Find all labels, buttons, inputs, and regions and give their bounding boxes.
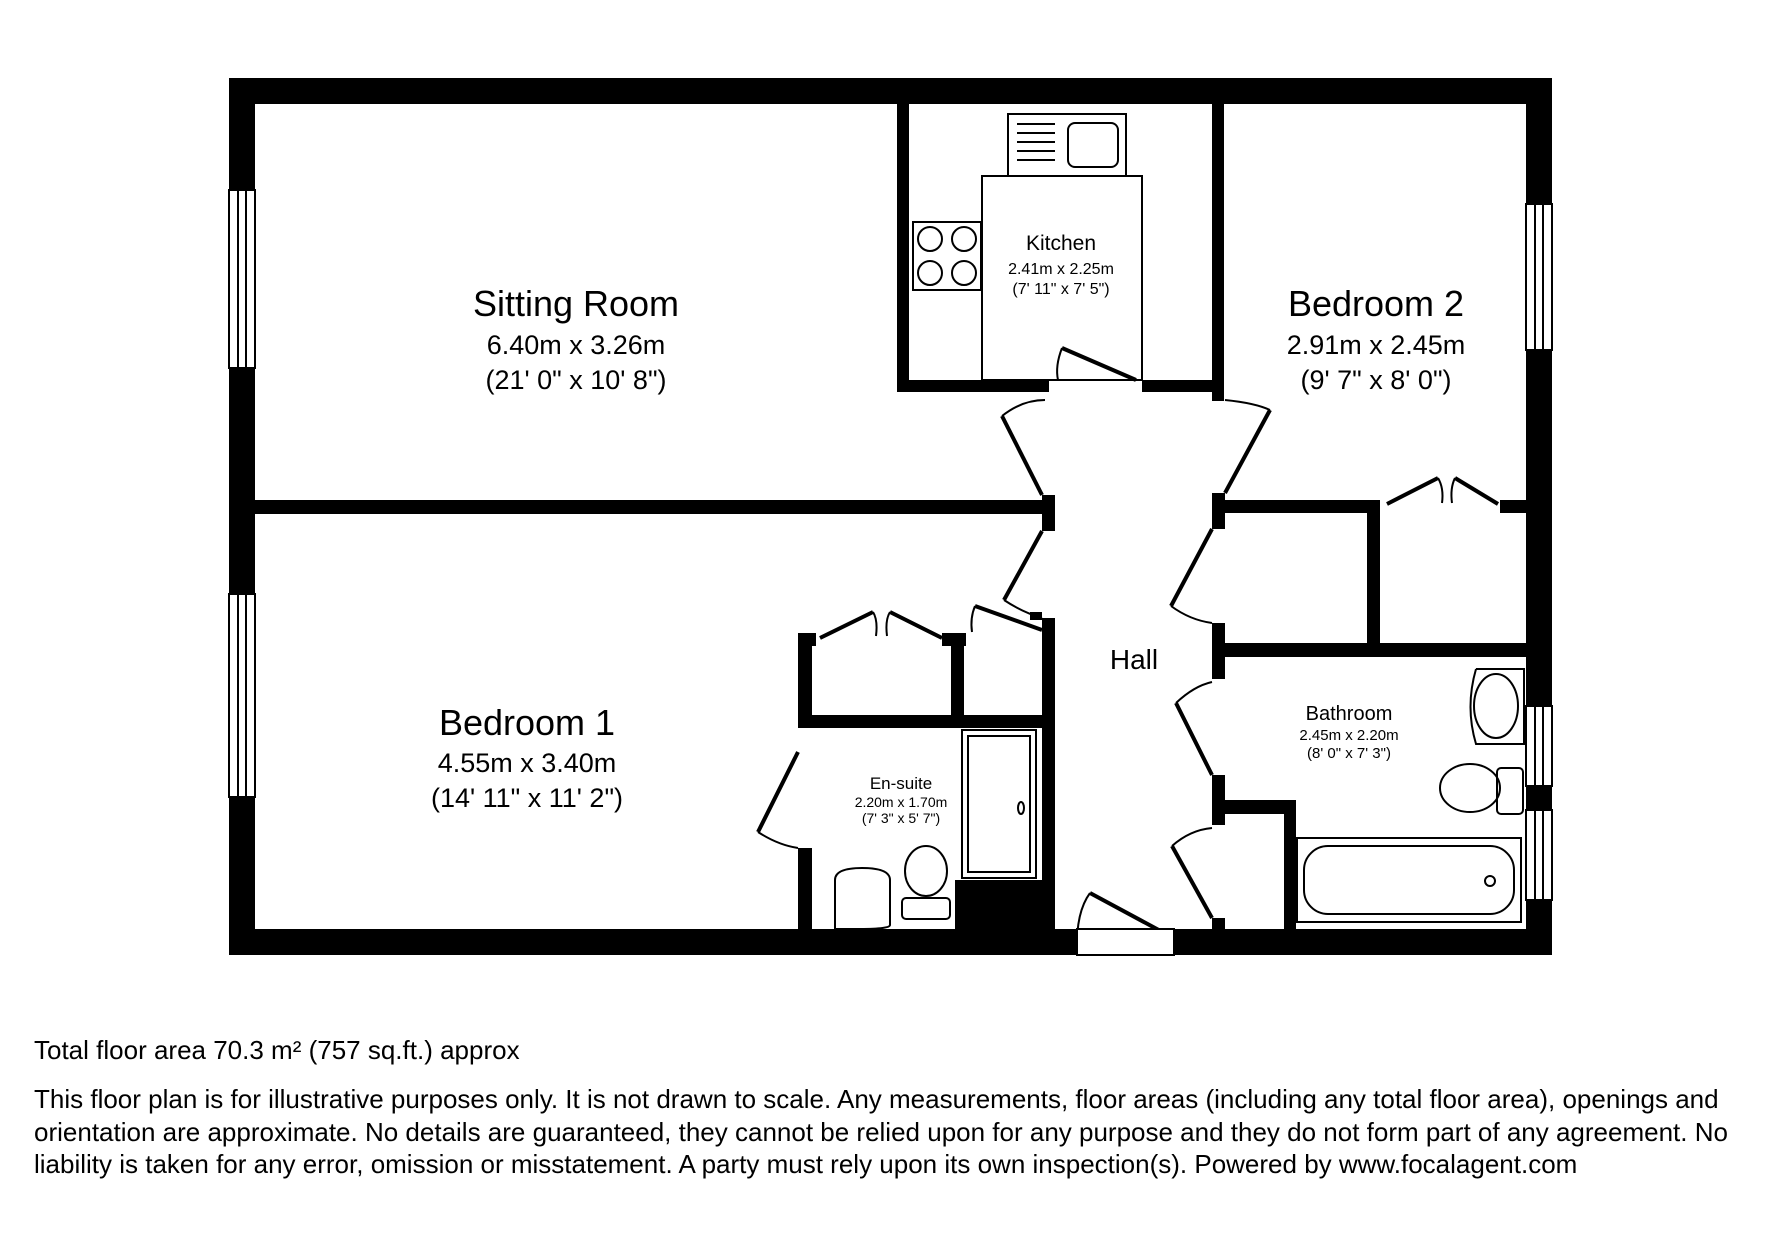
bedroom-2-wall-bottom-b [1500,500,1526,513]
door-en-suite [758,752,798,848]
door-hall-cupboard [1172,828,1212,918]
sitting-room-name: Sitting Room [472,283,680,324]
hall-name: Hall [1109,644,1159,675]
disclaimer-text: This floor plan is for illustrative purposes only. It is not drawn to scale. Any measurements, floor areas (including any total floor area), openings and orientation are approximate. No details are guaranteed, they cannot be relied upon for any purpose and they do not form part of any agreement. No liability is taken for any error, omission or misstatement. A party must rely upon its own inspection(s). Powered by www.focalagent.com [34,1084,1728,1179]
door-kitchen [1057,348,1136,380]
hall-wall-right-d [1212,918,1225,938]
hall-wall-left-a [1042,495,1055,531]
bedroom-1-name: Bedroom 1 [438,702,616,743]
window-bathroom-a [1526,706,1552,786]
closet-divider [1367,500,1380,643]
bathroom-imperial: (8' 0" x 7' 3") [1307,745,1391,762]
outer-wall-bottom-left [229,929,1077,955]
outer-wall-top [229,78,1552,104]
bedroom-2-metric: 2.91m x 2.45m [1286,330,1466,360]
window-sitting-room [229,190,255,368]
sitting-room-metric: 6.40m x 3.26m [486,330,666,360]
bedroom-2-wall-bottom-a [1212,500,1380,513]
door-wardrobe-bedroom-1 [820,612,942,638]
bathroom-metric: 2.45m x 2.20m [1299,727,1399,744]
room-labels [431,232,1465,826]
outer-wall-bottom-right [1174,929,1552,955]
en-suite-wall-right [955,880,1042,929]
bedroom-2-name: Bedroom 2 [1287,283,1465,324]
en-suite-basin-icon [835,868,890,929]
window-bedroom-2 [1526,204,1552,350]
bedroom-1-metric: 4.55m x 3.40m [437,748,617,778]
door-entrance [1077,893,1174,955]
en-suite-imperial: (7' 3" x 5' 7") [861,810,941,826]
bathroom-wall-inner-top [1212,800,1296,814]
kitchen-wall-right [1212,104,1224,401]
total-floor-area: Total floor area 70.3 m² (757 sq.ft.) approx [34,1035,520,1065]
kitchen-wall-left [897,104,909,392]
bathroom-basin-icon [1471,669,1525,744]
kitchen-wall-bottom-a [897,380,1049,392]
hob-icon [913,222,981,290]
shower-tray-icon [962,730,1036,878]
bedroom-2-imperial: (9' 7" x 8' 0") [1300,365,1452,395]
bath-icon [1297,838,1521,922]
closet-wall-middle [951,633,964,728]
window-bathroom-b [1526,810,1552,900]
kitchen-wall-bottom-b [1142,380,1224,392]
bathroom-wall-top [1212,643,1526,657]
door-wardrobe-bedroom-2 [1387,478,1498,504]
en-suite-name: En-suite [869,774,933,793]
bedroom-1-imperial: (14' 11" x 11' 2") [430,783,624,813]
en-suite-toilet-icon [902,846,950,919]
hall-wall-left-b [1042,618,1055,929]
kitchen-name: Kitchen [1025,232,1097,255]
door-bedroom-2-closet [1171,529,1212,623]
window-bedroom-1 [229,594,255,797]
sitting-room-imperial: (21' 0" x 10' 8") [485,365,667,395]
door-bedroom-1 [1004,531,1042,618]
en-suite-metric: 2.20m x 1.70m [854,794,948,810]
en-suite-wall-top [798,715,1042,728]
bathroom-name: Bathroom [1305,703,1393,725]
door-sitting-room [1002,400,1045,495]
kitchen-metric: 2.41m x 2.25m [1008,261,1114,278]
en-suite-wall-left-bottom [798,848,812,929]
door-bathroom [1176,682,1212,775]
kitchen-imperial: (7' 11" x 7' 5") [1012,281,1110,298]
bathroom-toilet-icon [1440,764,1523,814]
door-bedroom-2 [1225,400,1270,493]
sink-icon [1008,114,1126,176]
bathroom-wall-inner-right [1284,800,1296,929]
closet-wall-top-a [798,633,816,646]
sitting-room-wall-bottom [255,500,1055,514]
